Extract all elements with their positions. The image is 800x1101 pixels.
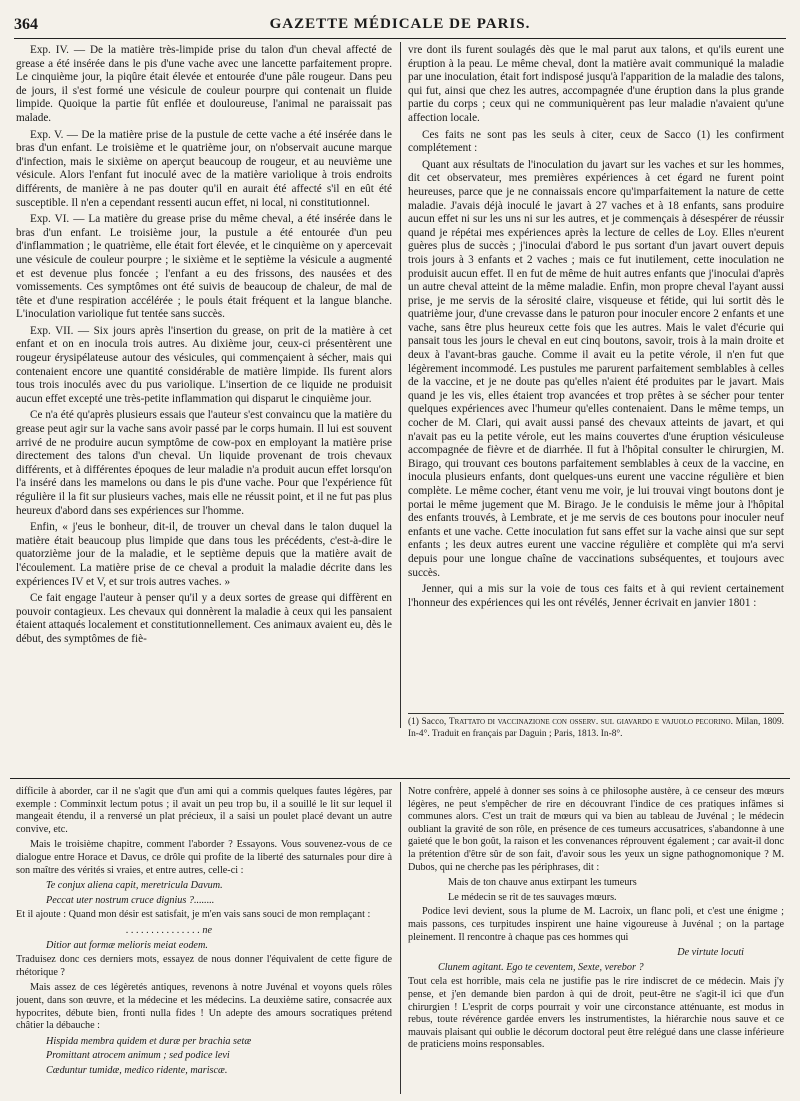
- paragraph: Podice levi devient, sous la plume de M. Lacroix, un flanc poli, et c'est une énigme ; mais passons, ces turpitudes inspirent une haine vigoureuse à Juvénal ; on la partage pleinement. Il rencontre à chaque pas ces hommes qui: [408, 906, 784, 943]
- paragraph: Exp. V. — De la matière prise de la pustule de cette vache a été insérée dans le bras d'un enfant. Le troisième et le quatrième jour, on n'observait aucune marque d'infection, mais le sixième on aperçut beaucoup de rougeur, et au neuvième une vésicule. Alors l'enfant fut inoculé avec de la matière variolique à trois endroits différents, de manière à ne pas douter qu'il en aurait été affecté s'il en eût été susceptible. Il n'en a cependant ressenti aucun effet, ni local, ni constitutionnel.: [16, 128, 392, 209]
- footnote-title: Trattato di vaccinazione con osserv. sul giavardo e vajuolo pecorino.: [448, 717, 733, 727]
- latin-verse: Cæduntur tumidæ, medico ridente, mariscæ.: [46, 1064, 228, 1076]
- lower-left-column: [16, 786, 392, 1091]
- lower-right-column: [408, 786, 784, 1091]
- paragraph: Exp. VI. — La matière du grease prise du même cheval, a été insérée dans le bras d'un enfant. Le troisième jour, la pustule a été entourée d'un peu d'inflammation ; le quatrième, elle était fort élevée, et le cinquième on y apercevait une vésicule de couleur pourpre ; le sixième et le septième la vésicule a augmenté et est devenue plus foncée ; l'enfant a eu des frissons, des nausées et des vomissements. Ces symptômes ont été suivis de beaucoup de chaleur, de mal de tête et d'une respiration accélérée ; le pouls était fréquent et la langue blanche. L'inoculation variolique fut tentée sans succès.: [16, 213, 392, 321]
- paragraph: Traduisez donc ces derniers mots, essayez de nous donner l'équivalent de cette figure de rhétorique ?: [16, 954, 392, 978]
- latin-verse: Ditior aut formæ melioris meiat eodem.: [46, 939, 208, 951]
- paragraph: Notre confrère, appelé à donner ses soins à ce philosophe austère, à ce censeur des mœurs légères, ne peut s'empêcher de rire en découvrant l'indice de ces pratiques infâmes si communes alors. C'est un trait de mœurs qui va bien au tableau de Juvénal ; le médecin oubliant la gravité de son rôle, en présence de ces tumeurs accusatrices, s'abandonne à une gaieté que le bon goût, la raison et les convenances réprouvent également ; car avait-il donc la prétention d'être sûr de son fait, d'avoir sous les yeux un signe pathognomonique ? M. Dubos, qui ne cherche pas les périphrases, dit :: [408, 786, 784, 873]
- paragraph: Mais assez de ces légèretés antiques, revenons à notre Juvénal et voyons quels rôles jouent, dans son œuvre, et la médecine et les médecins. La deuxième satire, consacrée aux hypocrites, débute bien, fronti nulla fides ! Un adepte des amours socratiques prétend châtier la débauche :: [16, 982, 392, 1032]
- footnote: [408, 716, 784, 754]
- page-number: 364: [14, 16, 38, 33]
- paragraph: Exp. IV. — De la matière très-limpide prise du talon d'un cheval affecté de grease a été insérée dans le pis d'une vache avec une lancette parfaitement propre. Le cinquième jour, la piqûre était élevée et entourée d'une pâle rougeur. Dans peu de jours, il s'est formé une vésicule de couleur pourpre qui contenait un fluide limpide. Quoique la partie fût enflée et douloureuse, l'animal ne paraissait pas malade.: [16, 44, 392, 124]
- latin-verse: Clunem agitant. Ego te ceventem, Sexte, verebor ?: [438, 961, 644, 973]
- latin-verse: Peccat uter nostrum cruce dignius ?........: [46, 894, 215, 906]
- upper-left-column: [16, 44, 392, 724]
- page-header: [14, 14, 786, 39]
- paragraph: Ce n'a été qu'après plusieurs essais que l'auteur s'est convaincu que la matière du grease peut agir sur la vache sans avoir passé par le corps humain. Il lui est souvent arrivé de ne produire aucun symptôme de cow-pox en employant la matière prise directement des talons d'un cheval. Un liquide provenant de trois chevaux différents, et à différentes époques de leur maladie n'a produit aucun effet lorsqu'on l'a inséré dans les mamelons ou dans le pis d'une vache. Pour que l'expérience fût régulière il la fit sur plusieurs vaches, mais elle ne réussit point, et il ne fut pas plus heureux d'abord dans ses expériences sur l'homme.: [16, 409, 392, 517]
- paragraph: Et il ajoute : Quand mon désir est satisfait, je m'en vais sans souci de mon remplaçant :: [16, 909, 371, 921]
- footnote-marker: (1) Sacco,: [408, 717, 447, 727]
- paragraph: Exp. VII. — Six jours après l'insertion du grease, on prit de la matière à cet enfant et on en inocula trois autres. Au dixième jour, ceux-ci présentèrent une rougeur érysipélateuse autour des vésicules, qui commençaient à sécher, mais qui contenaient encore une quantité considérable de matière limpide. Ils furent alors tous trois inoculés avec du pus variolique. L'insertion de ce liquide ne produisit aucun effet excepté une très-petite inflammation qui disparut le cinquième jour.: [16, 324, 392, 405]
- footnote-rule: [408, 713, 784, 714]
- french-verse: Mais de ton chauve anus extirpant les tumeurs: [448, 877, 637, 889]
- latin-verse: . . . . . . . . . . . . . . . ne: [126, 924, 213, 936]
- latin-verse: Promittant atrocem animum ; sed podice levi: [46, 1050, 230, 1062]
- paragraph: Ces faits ne sont pas les seuls à citer, ceux de Sacco (1) les confirment complétement :: [408, 128, 784, 155]
- column-divider: [400, 782, 401, 1094]
- latin-verse: Hispida membra quidem et duræ per brachia setæ: [46, 1035, 252, 1047]
- upper-right-column: [408, 44, 784, 709]
- french-verse: Le médecin se rit de tes sauvages mœurs.: [448, 891, 617, 903]
- paragraph: difficile à aborder, car il ne s'agit que d'un ami qui a commis quelques fautes légères, par exemple : Comminxit lectum potus ; il avait un peu trop bu, il a souillé le lit sur lequel il mangeait étendu, il a renversé un plat précieux, il a saisi un poulet placé devant un autre convive, etc.: [16, 786, 392, 835]
- latin-verse: De virtute locuti: [677, 947, 744, 959]
- paragraph: Tout cela est horrible, mais cela ne justifie pas le rire indiscret de ce médecin. Mais j'y pense, et j'en demande bien pardon à qui de droit, peut-être ne s'agit-il ici que d'un chirurgien ! L'esprit de corps pourrait y voir une circonstance atténuante, est modus in rebus, toute révérence gardée envers les instrumentistes, la hiérarchie nous sauve et ce mauvais plaisant qui oublie le décorum doctoral peut être relégué dans une classe inférieure de praticiens moins responsables.: [408, 976, 784, 1051]
- paragraph: vre dont ils furent soulagés dès que le mal parut aux talons, et qu'ils eurent une éruption à la peau. Le même cheval, dont la matière avait communiqué la maladie par une inoculation, était fort indisposé jusqu'à l'apparition de la maladie des talons, qui fut, ainsi que chez les autres, accompagnée d'une éruption dans la plus grande partie du corps ; ceux qui ne communiquèrent pas leur maladie n'avaient qu'une affection locale.: [408, 44, 784, 124]
- section-divider: [10, 778, 790, 779]
- paragraph: Ce fait engage l'auteur à penser qu'il y a deux sortes de grease qui diffèrent en pouvoir contagieux. Les chevaux qui donnèrent la maladie à ceux qui les pansaient étaient attaqués localement et constitutionnellement. Ces animaux avaient eu, dès le début, des symptômes de fiè-: [16, 592, 392, 645]
- paragraph: Mais le troisième chapitre, comment l'aborder ? Essayons. Vous souvenez-vous de ce dialogue entre Horace et Davus, ce drôle qui profite de la liberté des saturnales pour dire à son maître des vérités si vraies, et entre autres, celle-ci :: [16, 839, 392, 876]
- paragraph: Quant aux résultats de l'inoculation du javart sur les vaches et sur les hommes, dit cet observateur, mes premières expériences à cet égard ne furent point heureuses, parce que je ne connaissais encore qu'imparfaitement la nature de cette maladie. J'avais déjà inoculé le javart à 27 vaches et à 18 enfants, sans produire aucun effet ni sur les uns ni sur les autres, et je commençais à désespérer de réussir quand je répétai mes expériences après la lecture de celles de Loy. Elles n'eurent guères plus de succès ; j'inoculai d'abord le pus sortant d'un javart ouvert depuis trois jours à 3 enfants et 2 vaches ; mais ce fut inutilement, cette inoculation ne produisit aucun effet. Il en fut de même de huit autres enfants que j'inoculai d'après un autre cheval atteint de la même maladie. Enfin, mon propre cheval l'ayant aussi prise, je me servis de la sérosité claire, visqueuse et fétide, qui lui sortit dès le quatrième jour, d'une crevasse dans le paturon pour inoculer encore 2 enfants et une vache, sans être plus heureux cette fois que les autres. Mais le valet d'écurie qui pansait tous les jours le cheval en eut cinq boutons, savoir, trois à la main droite et deux à l'avant-bras gauche. Comme il avait eu la petite vérole, il n'en fut que légèrement incommodé. Les pustules me parurent parfaitement semblables à celles de la vaccine, et je ne doute pas qu'elles n'aient été produites par le javart. Mais quand je les vis, elles étaient trop avancées et trop prêtes à se sécher pour tenter quelques expériences avec l'humeur qu'elles contenaient. Dans le même temps, un cocher de M. Clari, qui avait aussi pansé des chevaux atteints de javart, et qui n'avait pas eu la petite vérole, eut les mains couvertes d'une éruption vésiculeuse accompagnée de fièvre et de diarrhée. Il fut à l'hôpital consulter le chirurgien, M. Birago, qui trouvant ces boutons parfaitement semblables à ceux de la vaccine, en inocula plusieurs enfants, dont quelques-uns eurent une vaccine régulière et bien complète. Le même cocher, étant venu me voir, je lui trouvai vingt boutons dont je portai le même jugement que M. Birago. Je le conduisis le même jour à l'hôpital des enfants trouvés, à Lembrate, et je me servis de ces boutons pour inoculer neuf enfants et une vache. Cette inoculation fut sans effet sur la vache ainsi que sur sept enfants ; les deux autres eurent une vaccine régulière et complète qui m'a servi depuis pour une longue chaîne de vaccinations subséquentes, et toujours avec succès.: [408, 158, 784, 579]
- footnote-rest: Milan, 1809. In-4°. Traduit en français par Daguin ; Paris, 1813. In-8°.: [408, 717, 784, 739]
- running-title: GAZETTE MÉDICALE DE PARIS.: [269, 16, 531, 32]
- column-divider: [400, 42, 401, 728]
- latin-verse: Te conjux aliena capit, meretricula Davum.: [46, 880, 223, 892]
- paragraph: Enfin, « j'eus le bonheur, dit-il, de trouver un cheval dans le talon duquel la matière était beaucoup plus limpide que dans tous les précédents, c'est-à-dire le quatorzième jour de la maladie, et le septième depuis que la matière avait de l'écoulement. La matière prise de ce cheval a produit la maladie décrite dans les expériences IV et V, et sur trois autres vaches. »: [16, 521, 392, 588]
- paragraph: Jenner, qui a mis sur la voie de tous ces faits et à qui revient certainement l'honneur des expériences qui les ont révélés, Jenner écrivait en janvier 1801 :: [408, 583, 784, 609]
